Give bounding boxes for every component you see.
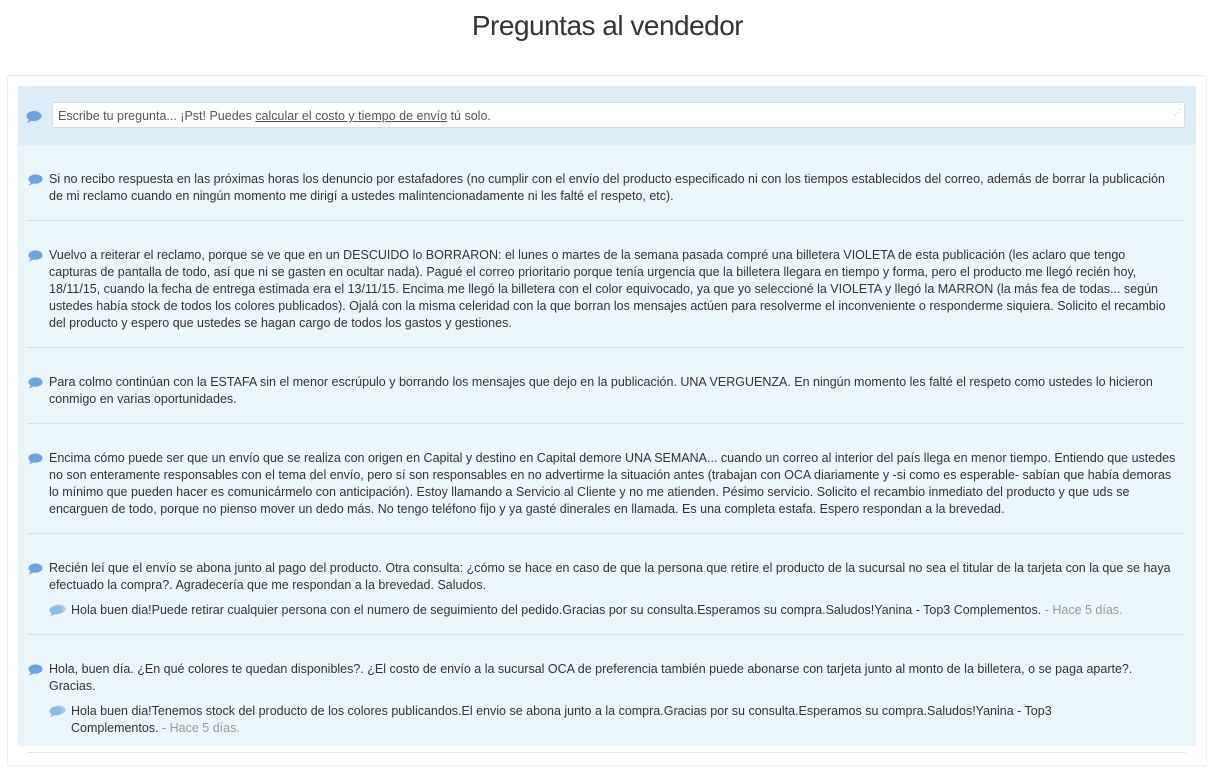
question-text: Recién leí que el envío se abona junto al pago del producto. Otra consulta: ¿cómo se hace en caso de que la persona que retire el producto de la sucursal no sea el titular de la tarjeta con la que se haya efectuado la compra?. Agradecería que me respondan a la brevedad. Saludos.	[49, 561, 1171, 592]
question-text: Para colmo continúan con la ESTAFA sin el menor escrúpulo y borrando los mensajes que dejo en la publicación. UNA VERGUENZA. En ningún momento les falté el respeto como ustedes lo hicieron conmigo en varias oportunidades.	[49, 375, 1153, 406]
question-text: Si no recibo respuesta en las próximas horas los denuncio por estafadores (no cumplir con el envío del producto especificado ni con los tiempos establecidos del correo, además de borrar la publicación de mi reclamo cuando en ningún momento me dirigí a ustedes malintencionadamente ni les falté el respeto, etc).	[49, 172, 1165, 203]
answer-bubble-icon	[49, 604, 66, 622]
questions-section	[7, 75, 1207, 767]
answer-text: Hola buen dia!Puede retirar cualquier persona con el numero de seguimiento del pedido.Gracias por su consulta.Esperamos su compra.Saludos!Yanina - Top3 Complementos.	[71, 603, 1042, 617]
page-title: Preguntas al vendedor	[471, 10, 744, 41]
questions-panel	[18, 86, 1196, 746]
question-item	[28, 534, 1186, 635]
speech-bubble-icon	[26, 111, 42, 123]
question-item	[28, 348, 1186, 424]
speech-bubble-icon	[28, 664, 43, 681]
ask-question-area	[18, 86, 1196, 145]
answer	[49, 695, 1176, 737]
shipping-calc-link[interactable]: calcular el costo y tiempo de envío	[255, 109, 448, 123]
speech-bubble-icon	[28, 377, 43, 394]
question-text: Vuelvo a reiterar el reclamo, porque se ve que en un DESCUIDO lo BORRARON: el lunes o martes de la semana pasada compré una billetera VIOLETA de esta publicación (les aclaro que tengo capturas de pantalla de todo, así que ni se gasten en ocultar nada). Pagué el correo prioritario porque tenía urgencia que la billetera llegara en tiempo y forma, pero el producto me llegó recién hoy, 18/11/15, cuando la fecha de entrega estimada era el 13/11/15. Encima me llegó la billetera con el color equivocado, ya que yo seleccioné la VIOLETA y llegó la MARRON (la más fea de todas... según ustedes había stock de todos los colores publicados). Ojalá con la misma celeridad con la que borran los mensajes actúen para resolverme el inconveniente o responderme siquiera. Solicito el recambio del producto y espero que ustedes se hagan cargo de todos los gastos y gestiones.	[49, 248, 1166, 330]
resize-handle[interactable]: ⋰	[1174, 108, 1182, 117]
input-placeholder: Escribe tu pregunta... ¡Pst! Puedes	[58, 109, 256, 123]
answer-timestamp: - Hace 5 días.	[158, 721, 240, 735]
question-input[interactable]	[52, 102, 1185, 128]
answer-bubble-icon	[49, 705, 66, 723]
answer-text: Hola buen dia!Tenemos stock del producto de los colores publicandos.El envio se abona junto a la compra.Gracias por su consulta.Esperamos su compra.Saludos!Yanina - Top3 Complementos.	[71, 704, 1052, 735]
speech-bubble-icon	[28, 563, 43, 580]
input-placeholder-suffix: tú solo.	[447, 109, 491, 123]
answer	[49, 594, 1176, 619]
question-item	[28, 424, 1186, 534]
answer-timestamp: - Hace 5 días.	[1041, 603, 1123, 617]
question-item	[28, 635, 1186, 753]
question-item	[28, 145, 1186, 221]
question-text: Hola, buen día. ¿En qué colores te quedan disponibles?. ¿El costo de envío a la sucursal OCA de preferencia también puede abonarse con tarjeta junto al monto de la billetera, o se paga aparte?. Gracias.	[49, 662, 1133, 693]
speech-bubble-icon	[28, 174, 43, 191]
speech-bubble-icon	[28, 250, 43, 267]
question-list	[18, 145, 1196, 753]
question-text: Encima cómo puede ser que un envío que se realiza con origen en Capital y destino en Capital demore UNA SEMANA... cuando un correo al interior del país llega en menor tiempo. Entiendo que ustedes no son enteramente responsables con el tema del envío, pero sí son responsables en no advertirme la situación antes (trabajan con OCA diariamente y -si como es esperable- sabían que había demoras lo mínimo que pueden hacer es comunicármelo con anticipación). Estoy llamando a Servicio al Cliente y no me atienden. Pésimo servicio. Solicito el recambio inmediato del producto y que uds se encarguen de todo, porque no pienso mover un dedo más. No tengo teléfono fijo y ya gasté dinerales en llamada. Es una completa estafa. Espero respondan a la brevedad.	[49, 451, 1176, 516]
question-item	[28, 221, 1186, 348]
speech-bubble-icon	[28, 453, 43, 470]
